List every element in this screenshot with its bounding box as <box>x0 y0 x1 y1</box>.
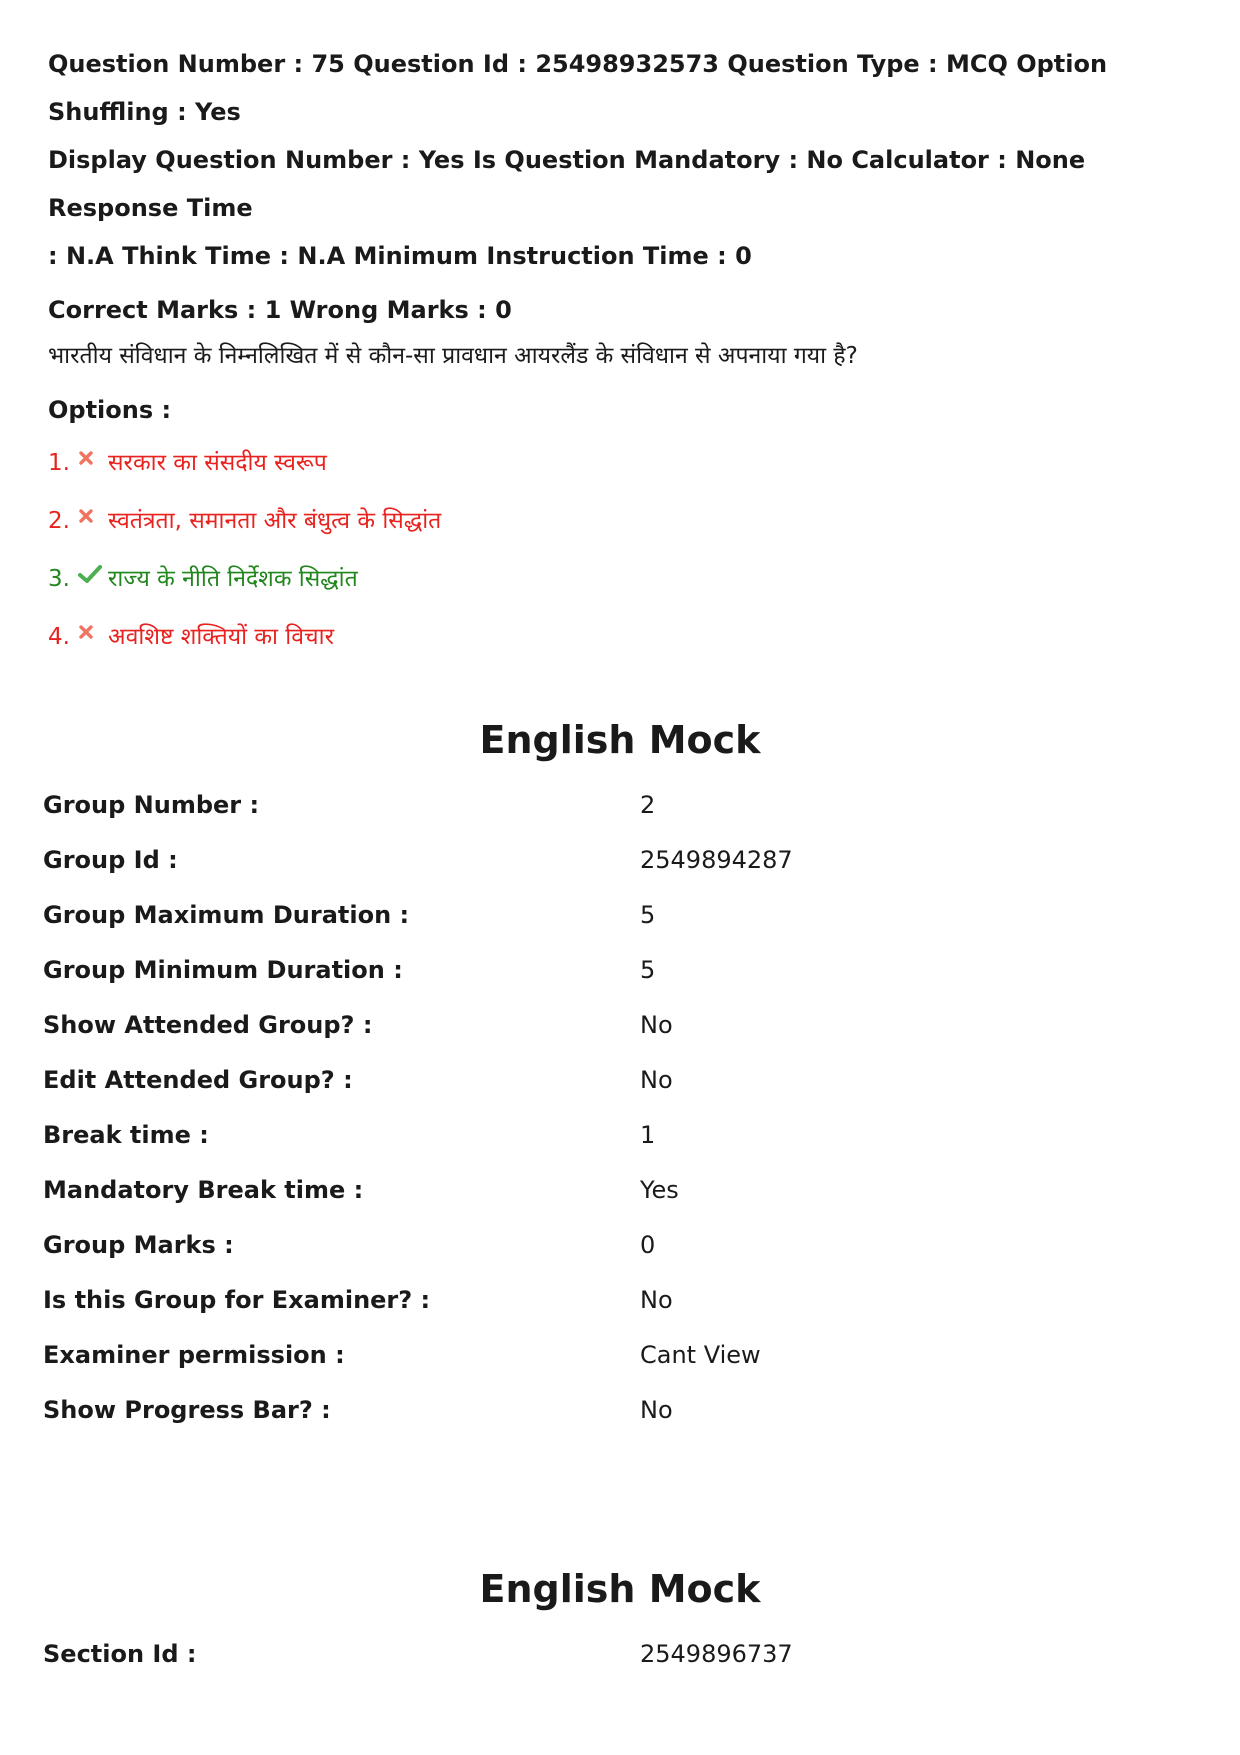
row-label: Group Minimum Duration : <box>43 955 403 984</box>
row-value: 1 <box>640 1120 656 1149</box>
examiner-permission-row <box>43 1327 1193 1382</box>
row-label: Section Id : <box>43 1639 197 1668</box>
row-label: Group Id : <box>43 845 178 874</box>
row-value: 5 <box>640 900 656 929</box>
row-label: Edit Attended Group? : <box>43 1065 353 1094</box>
row-value: 5 <box>640 955 656 984</box>
option-text: स्वतंत्रता, समानता और बंधुत्व के सिद्धांत <box>108 508 442 534</box>
cross-icon <box>78 450 108 466</box>
row-label: Show Attended Group? : <box>43 1010 373 1039</box>
group-min-duration-row <box>43 942 1193 997</box>
question-block <box>48 40 1198 666</box>
option-2 <box>48 492 1198 550</box>
row-label: Break time : <box>43 1120 209 1149</box>
option-text: राज्य के नीति निर्देशक सिद्धांत <box>108 566 358 592</box>
row-label: Group Number : <box>43 790 260 819</box>
option-4 <box>48 608 1198 666</box>
break-time-row <box>43 1107 1193 1162</box>
cross-icon <box>78 624 108 640</box>
row-label: Group Maximum Duration : <box>43 900 410 929</box>
row-value: No <box>640 1010 673 1039</box>
section-title: English Mock <box>479 1567 761 1611</box>
section-id-row <box>43 1626 1193 1681</box>
group-title: English Mock <box>479 718 761 762</box>
group-id-row <box>43 832 1193 887</box>
group-marks-row <box>43 1217 1193 1272</box>
check-icon <box>78 564 108 584</box>
row-value: 2549894287 <box>640 845 793 874</box>
row-label: Group Marks : <box>43 1230 234 1259</box>
row-value: No <box>640 1065 673 1094</box>
show-progress-bar-row <box>43 1382 1193 1437</box>
row-value: 0 <box>640 1230 656 1259</box>
question-marks: Correct Marks : 1 Wrong Marks : 0 <box>48 296 512 324</box>
section-details <box>43 1626 1193 1681</box>
show-attended-group-row <box>43 997 1193 1052</box>
row-value: Yes <box>640 1175 679 1204</box>
row-value: 2549896737 <box>640 1639 793 1668</box>
options-list <box>48 434 1198 666</box>
option-number: 1. <box>48 450 70 476</box>
row-label: Examiner permission : <box>43 1340 345 1369</box>
option-number: 4. <box>48 624 70 650</box>
option-text: अवशिष्ट शक्तियों का विचार <box>108 624 334 650</box>
option-number: 2. <box>48 508 70 534</box>
group-details <box>43 777 1193 1437</box>
row-value: Cant View <box>640 1340 761 1369</box>
options-label: Options : <box>48 396 172 424</box>
mandatory-break-time-row <box>43 1162 1193 1217</box>
row-value: 2 <box>640 790 656 819</box>
question-meta-line-2: Display Question Number : Yes Is Question Mandatory : No Calculator : None Response Time <box>48 146 1086 222</box>
row-value: No <box>640 1395 673 1424</box>
row-label: Show Progress Bar? : <box>43 1395 331 1424</box>
option-3 <box>48 550 1198 608</box>
option-text: सरकार का संसदीय स्वरूप <box>108 450 327 476</box>
option-number: 3. <box>48 566 70 592</box>
option-1 <box>48 434 1198 492</box>
group-for-examiner-row <box>43 1272 1193 1327</box>
row-value: No <box>640 1285 673 1314</box>
group-number-row <box>43 777 1193 832</box>
cross-icon <box>78 508 108 524</box>
edit-attended-group-row <box>43 1052 1193 1107</box>
row-label: Mandatory Break time : <box>43 1175 364 1204</box>
question-meta-line-1: Question Number : 75 Question Id : 25498932573 Question Type : MCQ Option Shuffling : Yes <box>48 50 1108 126</box>
question-meta-line-3: : N.A Think Time : N.A Minimum Instruction Time : 0 <box>48 242 752 270</box>
row-label: Is this Group for Examiner? : <box>43 1285 431 1314</box>
group-max-duration-row <box>43 887 1193 942</box>
question-text: भारतीय संविधान के निम्नलिखित में से कौन-सा प्रावधान आयरलैंड के संविधान से अपनाया गया है? <box>48 343 858 369</box>
